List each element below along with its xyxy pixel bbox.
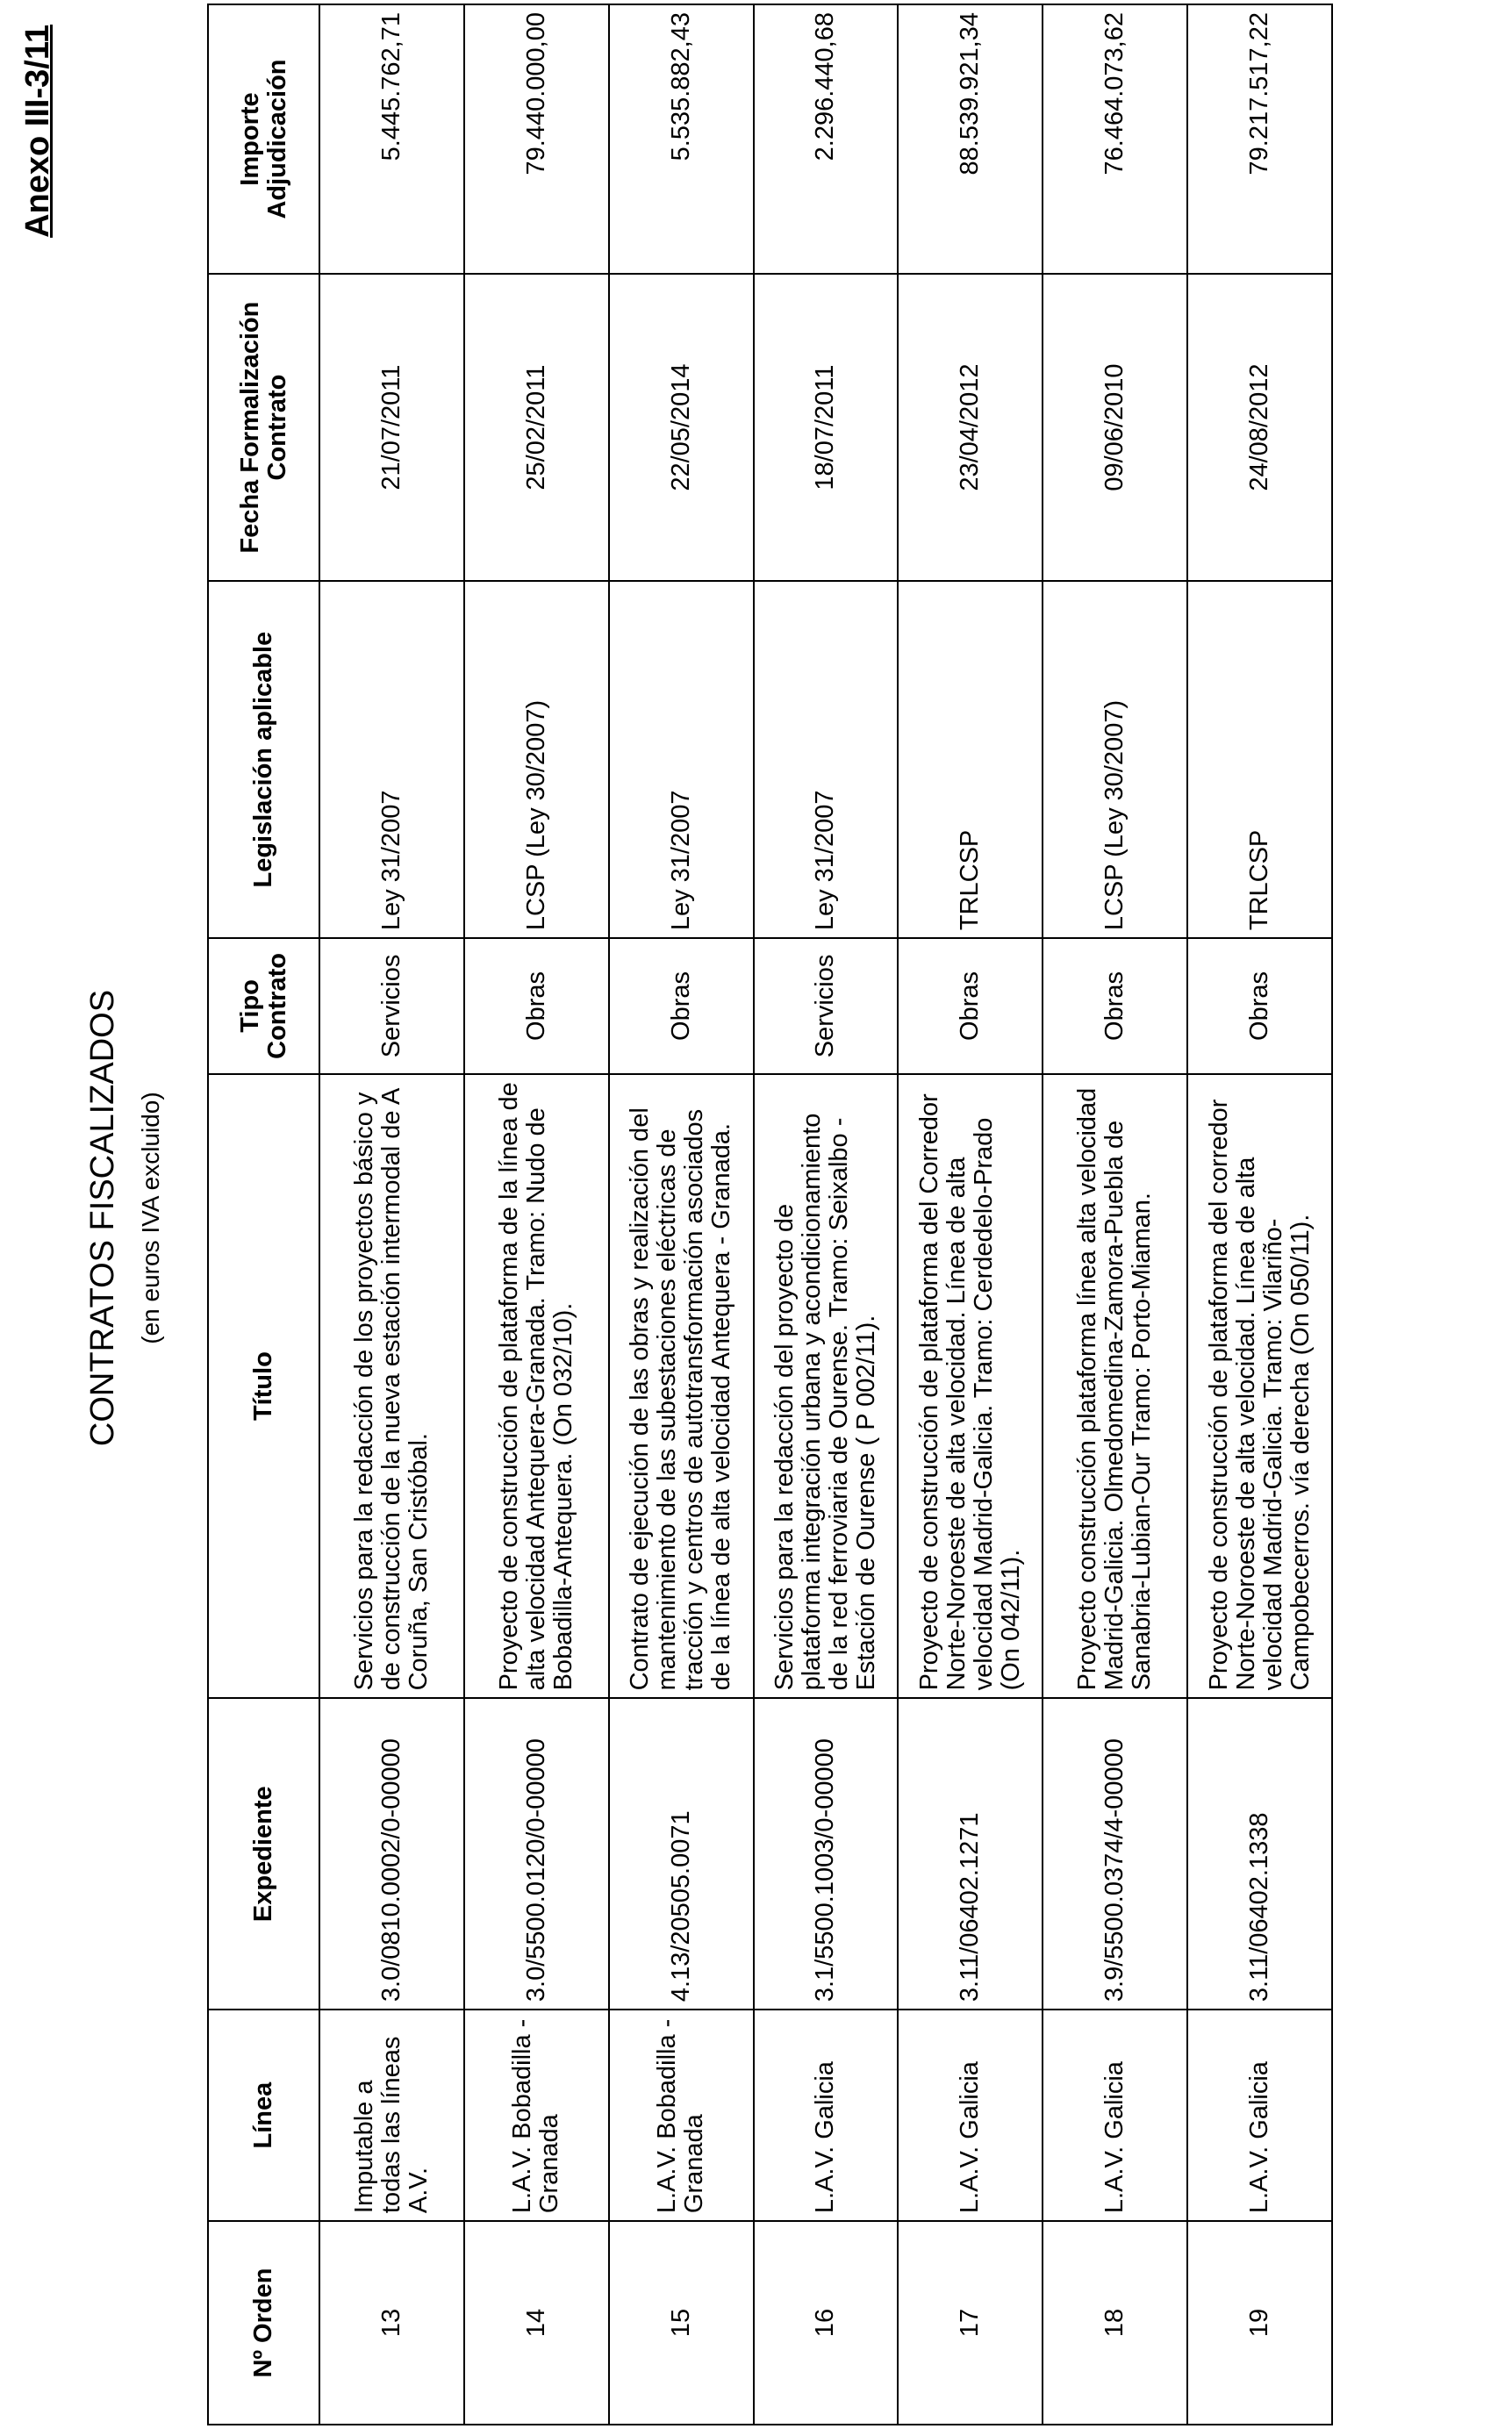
cell-importe: 5.535.882,43: [609, 4, 754, 274]
table-row: [464, 4, 609, 2425]
table-row: [1043, 4, 1187, 2425]
table-row: [898, 4, 1043, 2425]
annex-label: Anexo III-3/11: [19, 25, 56, 238]
cell-legislacion: Ley 31/2007: [754, 581, 899, 938]
cell-legislacion: LCSP (Ley 30/2007): [464, 581, 609, 938]
header-orden: Nº Orden: [208, 2221, 319, 2425]
cell-titulo: Servicios para la redacción de los proyectos básico y de construcción de la nueva estación intermodal de A Coruña, San Cristóbal.: [319, 1074, 464, 1699]
cell-titulo: Proyecto de construcción de plataforma de la línea de alta velocidad Antequera-Granada. Tramo: Nudo de Bobadilla-Antequera. (On 032/10).: [464, 1074, 609, 1699]
cell-orden: 14: [464, 2221, 609, 2425]
cell-linea: L.A.V. Galicia: [898, 2010, 1043, 2221]
cell-linea: Imputable a todas las líneas A.V.: [319, 2010, 464, 2221]
contracts-table: [207, 4, 1333, 2425]
cell-expediente: 3.1/5500.1003/0-00000: [754, 1698, 899, 2010]
cell-fecha: 09/06/2010: [1043, 274, 1187, 581]
cell-expediente: 3.0/5500.0120/0-00000: [464, 1698, 609, 2010]
page-subtitle: (en euros IVA excluido): [137, 1092, 164, 1344]
cell-tipo: Obras: [898, 938, 1043, 1074]
header-linea: Línea: [208, 2010, 319, 2221]
cell-linea: L.A.V. Bobadilla - Granada: [609, 2010, 754, 2221]
cell-fecha: 21/07/2011: [319, 274, 464, 581]
header-importe: Importe Adjudicación: [208, 4, 319, 274]
cell-importe: 5.445.762,71: [319, 4, 464, 274]
header-titulo: Título: [208, 1074, 319, 1699]
cell-linea: L.A.V. Galicia: [1187, 2010, 1332, 2221]
cell-tipo: Obras: [464, 938, 609, 1074]
cell-expediente: 3.0/0810.0002/0-00000: [319, 1698, 464, 2010]
table-row: [754, 4, 899, 2425]
cell-orden: 19: [1187, 2221, 1332, 2425]
cell-expediente: 3.9/5500.0374/4-00000: [1043, 1698, 1187, 2010]
cell-titulo: Servicios para la redacción del proyecto de plataforma integración urbana y acondicionamiento de la red ferroviaria de Ourense. Tramo: Seixalbo - Estación de Ourense ( P 002/11).: [754, 1074, 899, 1699]
cell-importe: 2.296.440,68: [754, 4, 899, 274]
header-expediente: Expediente: [208, 1698, 319, 2010]
cell-legislacion: TRLCSP: [1187, 581, 1332, 938]
cell-orden: 17: [898, 2221, 1043, 2425]
cell-legislacion: LCSP (Ley 30/2007): [1043, 581, 1187, 938]
header-tipo: Tipo Contrato: [208, 938, 319, 1074]
cell-titulo: Proyecto de construcción de plataforma del corredor Norte-Noroeste de alta velocidad. Línea de alta velocidad Madrid-Galicia. Tramo: Vilariño-Campobecerros. vía derecha (On 050/11).: [1187, 1074, 1332, 1699]
cell-importe: 76.464.073,62: [1043, 4, 1187, 274]
cell-tipo: Obras: [1043, 938, 1187, 1074]
cell-legislacion: TRLCSP: [898, 581, 1043, 938]
cell-tipo: Servicios: [319, 938, 464, 1074]
cell-fecha: 24/08/2012: [1187, 274, 1332, 581]
cell-tipo: Obras: [609, 938, 754, 1074]
cell-importe: 79.217.517,22: [1187, 4, 1332, 274]
cell-orden: 15: [609, 2221, 754, 2425]
cell-tipo: Obras: [1187, 938, 1332, 1074]
cell-titulo: Proyecto de construcción de plataforma del Corredor Norte-Noroeste de alta velocidad. Línea de alta velocidad Madrid-Galicia. Tramo: Cerdedelo-Prado (On 042/11).: [898, 1074, 1043, 1699]
cell-orden: 18: [1043, 2221, 1187, 2425]
cell-legislacion: Ley 31/2007: [609, 581, 754, 938]
cell-importe: 79.440.000,00: [464, 4, 609, 274]
cell-tipo: Servicios: [754, 938, 899, 1074]
header-legislacion: Legislación aplicable: [208, 581, 319, 938]
cell-orden: 16: [754, 2221, 899, 2425]
cell-linea: L.A.V. Galicia: [1043, 2010, 1187, 2221]
cell-importe: 88.539.921,34: [898, 4, 1043, 274]
page-title: CONTRATOS FISCALIZADOS: [84, 989, 121, 1447]
cell-fecha: 22/05/2014: [609, 274, 754, 581]
cell-fecha: 25/02/2011: [464, 274, 609, 581]
table-row: [1187, 4, 1332, 2425]
cell-fecha: 18/07/2011: [754, 274, 899, 581]
header-fecha: Fecha Formalización Contrato: [208, 274, 319, 581]
cell-linea: L.A.V. Galicia: [754, 2010, 899, 2221]
cell-expediente: 3.11/06402.1338: [1187, 1698, 1332, 2010]
cell-legislacion: Ley 31/2007: [319, 581, 464, 938]
table-row: [319, 4, 464, 2425]
cell-expediente: 4.13/20505.0071: [609, 1698, 754, 2010]
cell-expediente: 3.11/06402.1271: [898, 1698, 1043, 2010]
cell-orden: 13: [319, 2221, 464, 2425]
cell-titulo: Proyecto construcción plataforma línea alta velocidad Madrid-Galicia. Olmedomedina-Zamora-Puebla de Sanabria-Lubian-Our Tramo: Porto-Miaman.: [1043, 1074, 1187, 1699]
cell-titulo: Contrato de ejecución de las obras y realización del mantenimiento de las subestaciones eléctricas de tracción y centros de autotransformación asociados de la línea de alta velocidad Antequera - Granada.: [609, 1074, 754, 1699]
table-row: [609, 4, 754, 2425]
header-row: [208, 4, 319, 2425]
cell-linea: L.A.V. Bobadilla - Granada: [464, 2010, 609, 2221]
cell-fecha: 23/04/2012: [898, 274, 1043, 581]
